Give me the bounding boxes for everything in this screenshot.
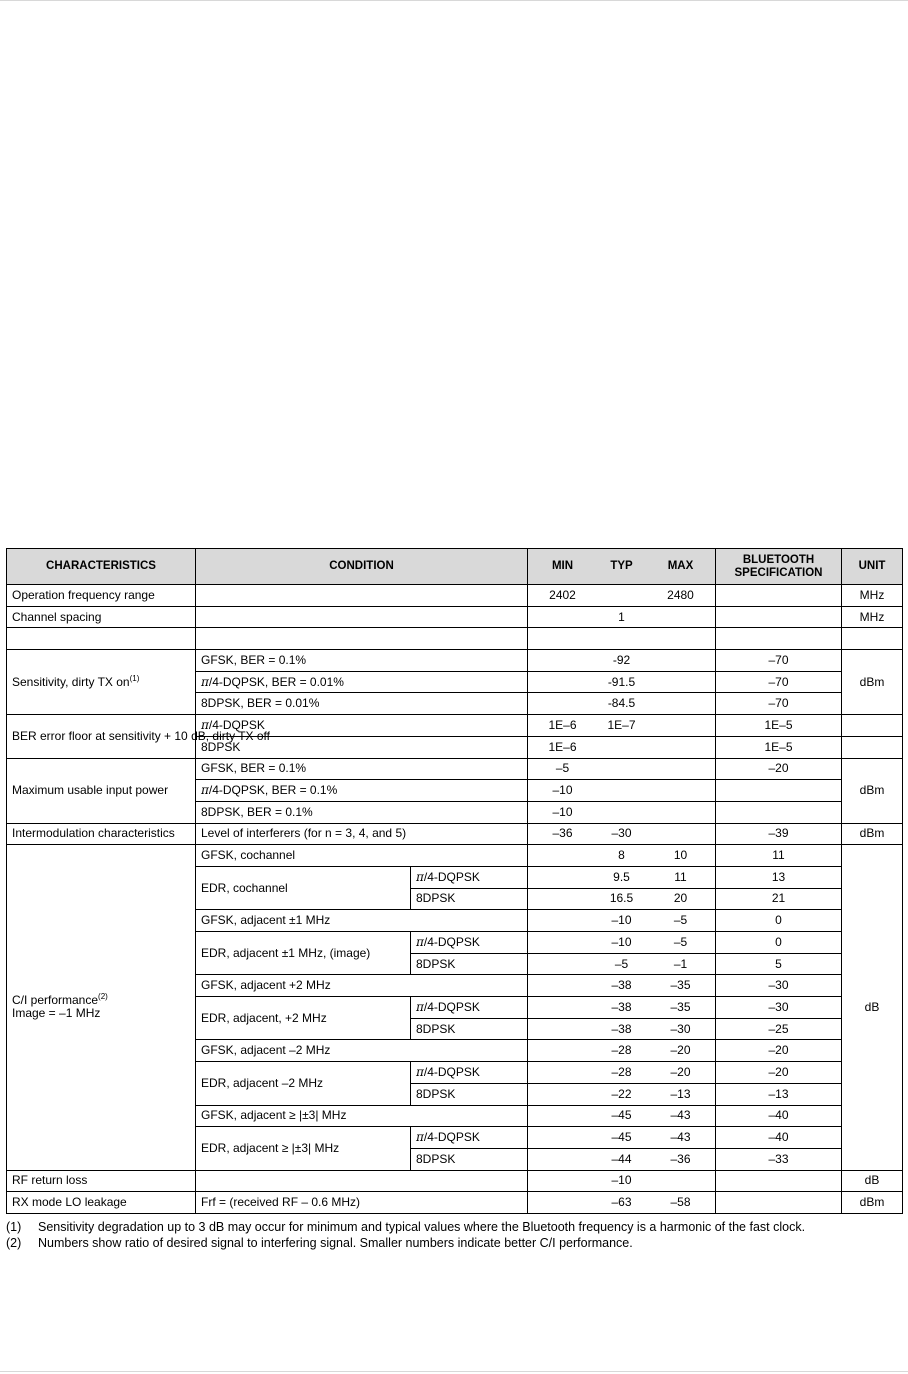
value-max: –58	[670, 1195, 691, 1210]
value-typ: –10	[611, 934, 632, 949]
row-label: Maximum usable input power	[7, 758, 196, 823]
table-row	[7, 1170, 903, 1192]
value-spec: 5	[716, 953, 842, 975]
value-min: –10	[552, 783, 573, 798]
header-max: MAX	[667, 560, 694, 572]
value-unit: dB	[842, 845, 903, 1170]
footnote-number: (2)	[6, 1236, 22, 1250]
row-condition: GFSK, adjacent ≥ |±3| MHz	[196, 1105, 528, 1127]
row-condition: EDR, adjacent ±1 MHz, (image)	[196, 932, 411, 975]
value-min: –5	[555, 761, 570, 776]
value-typ: –44	[611, 1151, 632, 1166]
page-bottom-rule	[0, 1371, 908, 1372]
value-spec	[716, 585, 842, 607]
row-condition: EDR, cochannel	[196, 866, 411, 909]
value-unit: MHz	[842, 585, 903, 607]
value-spec: –70	[716, 693, 842, 715]
value-spec: –39	[716, 823, 842, 845]
header-unit: UNIT	[842, 549, 903, 585]
row-condition: π/4-DQPSK	[196, 715, 528, 737]
row-condition: EDR, adjacent, +2 MHz	[196, 997, 411, 1040]
value-typ: –38	[611, 1021, 632, 1036]
row-condition: 8DPSK	[196, 736, 528, 758]
value-min: 2402	[549, 587, 576, 602]
table-header-row	[7, 549, 903, 585]
value-spec: –70	[716, 671, 842, 693]
value-min: –36	[552, 826, 573, 841]
value-max: 10	[673, 848, 688, 863]
row-modulation: 8DPSK	[411, 1083, 528, 1105]
header-condition: CONDITION	[196, 549, 528, 585]
value-typ: –45	[611, 1108, 632, 1123]
table-row	[7, 650, 903, 672]
value-spec: –33	[716, 1148, 842, 1170]
value-max: –20	[670, 1064, 691, 1079]
footnote-text: Numbers show ratio of desired signal to interfering signal. Smaller numbers indicate better C/I performance.	[38, 1236, 633, 1250]
table-row	[7, 1192, 903, 1214]
value-max: 20	[673, 891, 688, 906]
value-unit: dB	[842, 1170, 903, 1192]
row-condition	[196, 585, 528, 607]
row-label: Channel spacing	[7, 606, 196, 628]
value-spec: 11	[716, 845, 842, 867]
table-row	[7, 715, 903, 737]
value-typ: –30	[611, 826, 632, 841]
row-label: RF return loss	[7, 1170, 196, 1192]
value-spec: –20	[716, 758, 842, 780]
row-condition: GFSK, adjacent ±1 MHz	[196, 910, 528, 932]
value-spec: 21	[716, 888, 842, 910]
value-min: –10	[552, 804, 573, 819]
value-spec: 0	[716, 910, 842, 932]
value-typ: –38	[611, 999, 632, 1014]
value-max: 11	[674, 869, 687, 884]
value-typ: –28	[611, 1064, 632, 1079]
row-condition: Level of interferers (for n = 3, 4, and 5)	[196, 823, 528, 845]
value-max: –13	[670, 1086, 691, 1101]
row-modulation: 8DPSK	[411, 1148, 528, 1170]
row-modulation: 8DPSK	[411, 888, 528, 910]
value-spec: –30	[716, 997, 842, 1019]
value-spec: –13	[716, 1083, 842, 1105]
row-label: Sensitivity, dirty TX $on^{(1)}$	[7, 650, 196, 715]
row-condition: GFSK, BER = 0.1%	[196, 758, 528, 780]
value-typ: –10	[611, 913, 632, 928]
value-typ: –28	[611, 1043, 632, 1058]
row-modulation: 8DPSK	[411, 1018, 528, 1040]
value-min: 1E–6	[548, 717, 577, 732]
value-typ: –22	[611, 1086, 632, 1101]
footnote-text: Sensitivity degradation up to 3 dB may occur for minimum and typical values where the Bluetooth frequency is a harmonic of the fast clock.	[38, 1220, 806, 1234]
value-spec: –40	[716, 1127, 842, 1149]
row-values	[528, 585, 716, 607]
value-unit: dBm	[842, 650, 903, 715]
value-unit: dBm	[842, 823, 903, 845]
value-spec: –20	[716, 1062, 842, 1084]
value-unit: dBm	[842, 758, 903, 823]
value-max: –43	[670, 1108, 691, 1123]
table-row	[7, 845, 903, 867]
value-typ: –5	[614, 956, 629, 971]
row-condition: π/4-DQPSK, BER = 0.01%	[196, 671, 528, 693]
page-top-rule	[0, 0, 908, 1]
value-typ: 8	[618, 848, 625, 863]
row-condition: π/4-DQPSK, BER = 0.1%	[196, 780, 528, 802]
value-typ: 1E–7	[607, 717, 636, 732]
value-spec: 1E–5	[716, 715, 842, 737]
value-typ: 9.5	[613, 869, 630, 884]
value-max: –5	[673, 913, 688, 928]
footnote-ref: (1)	[129, 673, 140, 683]
row-label: RX mode LO leakage	[7, 1192, 196, 1214]
value-spec: –70	[716, 650, 842, 672]
receiver-spec-table	[6, 548, 903, 1214]
row-modulation: π/4-DQPSK	[411, 932, 528, 954]
value-unit: MHz	[842, 606, 903, 628]
value-spec: –40	[716, 1105, 842, 1127]
footnote-ref: (2)	[98, 992, 108, 1002]
value-spec: 0	[716, 932, 842, 954]
value-max: 2480	[667, 587, 694, 602]
value-typ: -92	[612, 652, 631, 667]
row-modulation: π/4-DQPSK	[411, 1127, 528, 1149]
value-max: –36	[670, 1151, 691, 1166]
row-condition: EDR, adjacent ≥ |±3| MHz	[196, 1127, 411, 1170]
row-condition: 8DPSK, BER = 0.1%	[196, 801, 528, 823]
value-spec: –25	[716, 1018, 842, 1040]
value-typ: -84.5	[607, 696, 636, 711]
header-bt-spec-line1: BLUETOOTH	[742, 553, 815, 566]
footnote-number: (1)	[6, 1220, 22, 1234]
row-condition: GFSK, cochannel	[196, 845, 528, 867]
value-typ: –45	[611, 1130, 632, 1145]
header-bt-spec-line2: SPECIFICATION	[734, 566, 823, 579]
row-label: Operation frequency range	[7, 585, 196, 607]
row-condition: 8DPSK, BER = 0.01%	[196, 693, 528, 715]
value-typ: –38	[611, 978, 632, 993]
header-min-typ-max	[528, 549, 716, 585]
value-unit: dBm	[842, 1192, 903, 1214]
value-typ: –63	[611, 1195, 632, 1210]
row-condition: GFSK, BER = 0.1%	[196, 650, 528, 672]
table-row	[7, 758, 903, 780]
value-spec: 13	[716, 866, 842, 888]
header-bt-spec	[716, 549, 842, 585]
value-max: –5	[673, 934, 688, 949]
value-typ	[592, 589, 651, 602]
value-spec: –20	[716, 1040, 842, 1062]
row-label: Intermodulation characteristics	[7, 823, 196, 845]
value-typ: –10	[611, 1173, 632, 1188]
table-row-empty	[7, 628, 903, 650]
row-modulation: π/4-DQPSK	[411, 997, 528, 1019]
value-spec: 1E–5	[716, 736, 842, 758]
value-min: 1E–6	[548, 739, 577, 754]
value-typ: -91.5	[607, 674, 636, 689]
footnote	[6, 1219, 902, 1235]
row-modulation: π/4-DQPSK	[411, 1062, 528, 1084]
value-max: –1	[673, 956, 688, 971]
header-typ: TYP	[610, 560, 633, 572]
value-max: –43	[670, 1130, 691, 1145]
table-row	[7, 823, 903, 845]
value-max: –35	[670, 978, 691, 993]
row-label-ci: C/I performance$^{(2)}$ Image = –1 MHz	[7, 845, 196, 1170]
value-typ: 16.5	[609, 891, 634, 906]
value-max: –20	[670, 1043, 691, 1058]
row-condition: GFSK, adjacent +2 MHz	[196, 975, 528, 997]
value-max: –30	[670, 1021, 691, 1036]
header-characteristics: CHARACTERISTICS	[7, 549, 196, 585]
value-spec: –30	[716, 975, 842, 997]
table-row	[7, 585, 903, 607]
row-condition: GFSK, adjacent –2 MHz	[196, 1040, 528, 1062]
header-min: MIN	[551, 560, 574, 572]
row-condition: Frf = (received RF – 0.6 MHz)	[196, 1192, 528, 1214]
row-condition: EDR, adjacent –2 MHz	[196, 1062, 411, 1105]
row-modulation: π/4-DQPSK	[411, 866, 528, 888]
value-max: –35	[670, 999, 691, 1014]
row-label: BER error floor at sensitivity + 10 dB, dirty TX off	[7, 715, 196, 758]
row-modulation: 8DPSK	[411, 953, 528, 975]
value-typ: 1	[618, 609, 625, 624]
table-row	[7, 606, 903, 628]
footnote	[6, 1235, 902, 1251]
footnotes	[6, 1219, 902, 1251]
